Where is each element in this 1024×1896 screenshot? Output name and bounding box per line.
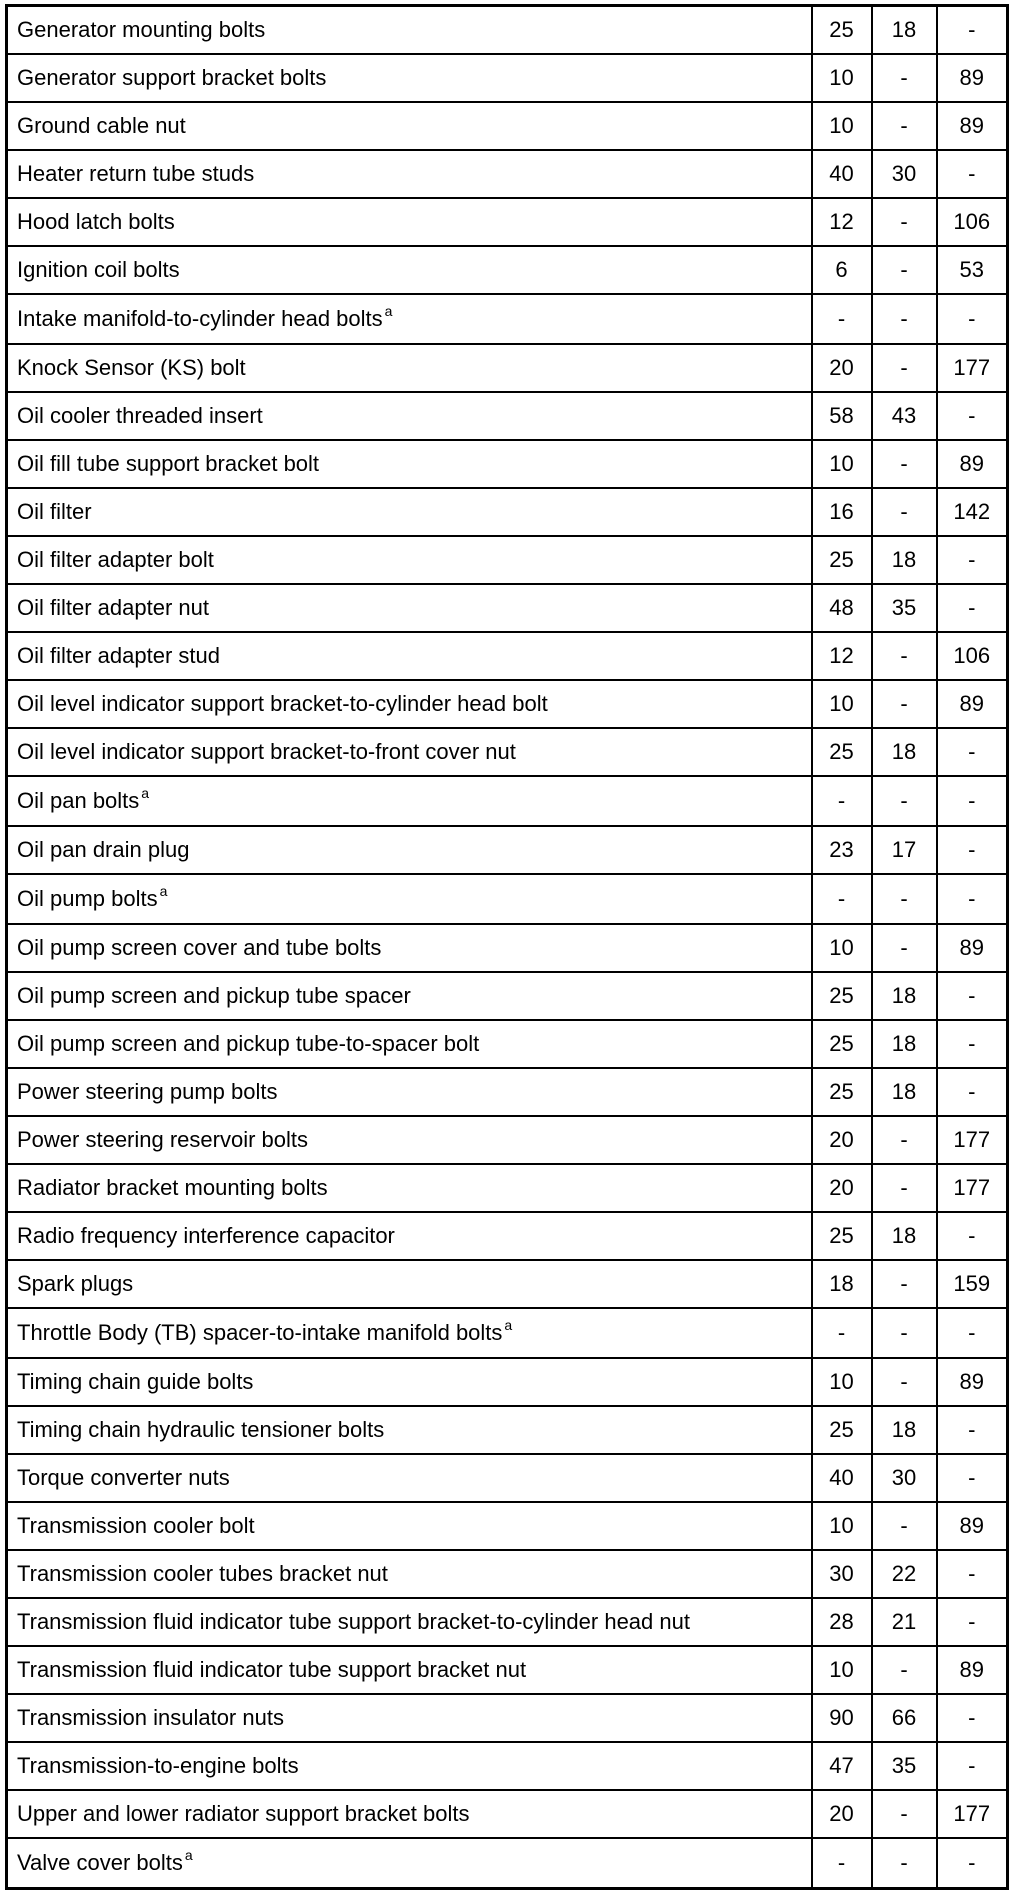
fastener-description-cell — [7, 1260, 812, 1308]
torque-lb-ft-cell: - — [872, 1116, 937, 1164]
table-row — [7, 680, 1008, 728]
fastener-description-cell — [7, 1598, 812, 1646]
fastener-description-cell — [7, 1406, 812, 1454]
fastener-description-cell — [7, 1646, 812, 1694]
torque-nm-cell: 10 — [812, 1358, 872, 1406]
fastener-description: Oil pump bolts — [17, 885, 158, 911]
fastener-description: Generator mounting bolts — [17, 16, 266, 42]
fastener-description: Upper and lower radiator support bracket bolts — [17, 1801, 470, 1827]
table-row — [7, 246, 1008, 294]
table-row — [7, 1358, 1008, 1406]
fastener-description: Generator support bracket bolts — [17, 64, 327, 90]
torque-lb-ft-cell: - — [872, 776, 937, 826]
table-row — [7, 1116, 1008, 1164]
torque-nm-cell: 6 — [812, 246, 872, 294]
fastener-description-cell — [7, 874, 812, 924]
table-row — [7, 728, 1008, 776]
torque-nm-cell: 16 — [812, 488, 872, 536]
fastener-description-cell — [7, 1502, 812, 1550]
torque-lb-in-cell: 89 — [937, 680, 1008, 728]
table-row — [7, 1164, 1008, 1212]
torque-lb-in-cell: 142 — [937, 488, 1008, 536]
fastener-description-cell — [7, 1790, 812, 1838]
fastener-description-cell — [7, 632, 812, 680]
table-row — [7, 1308, 1008, 1358]
fastener-description-cell — [7, 102, 812, 150]
torque-lb-ft-cell: - — [872, 1646, 937, 1694]
fastener-description-cell — [7, 294, 812, 344]
table-row — [7, 1694, 1008, 1742]
torque-nm-cell: 58 — [812, 392, 872, 440]
torque-lb-in-cell: - — [937, 1694, 1008, 1742]
fastener-description: Radio frequency interference capacitor — [17, 1222, 395, 1248]
fastener-description: Transmission fluid indicator tube support bracket nut — [17, 1657, 527, 1683]
torque-nm-cell: 25 — [812, 6, 872, 54]
torque-lb-in-cell: 106 — [937, 198, 1008, 246]
torque-nm-cell: 25 — [812, 1020, 872, 1068]
torque-lb-ft-cell: 18 — [872, 1020, 937, 1068]
fastener-description: Transmission cooler bolt — [17, 1512, 255, 1538]
fastener-description-cell — [7, 1454, 812, 1502]
torque-lb-ft-cell: 30 — [872, 150, 937, 198]
fastener-description: Transmission insulator nuts — [17, 1705, 284, 1731]
torque-nm-cell: 48 — [812, 584, 872, 632]
torque-lb-in-cell: 89 — [937, 924, 1008, 972]
torque-nm-cell: 90 — [812, 1694, 872, 1742]
torque-lb-ft-cell: 18 — [872, 728, 937, 776]
torque-lb-in-cell: - — [937, 972, 1008, 1020]
torque-lb-ft-cell: - — [872, 1164, 937, 1212]
fastener-description-cell — [7, 924, 812, 972]
torque-nm-cell: 23 — [812, 826, 872, 874]
torque-lb-ft-cell: - — [872, 294, 937, 344]
torque-lb-in-cell: 177 — [937, 1116, 1008, 1164]
torque-lb-ft-cell: - — [872, 1358, 937, 1406]
torque-nm-cell: 40 — [812, 1454, 872, 1502]
torque-lb-ft-cell: 18 — [872, 1212, 937, 1260]
torque-nm-cell: 10 — [812, 924, 872, 972]
fastener-description-cell — [7, 488, 812, 536]
torque-specifications-table — [5, 4, 1009, 1890]
torque-lb-in-cell: - — [937, 1068, 1008, 1116]
fastener-description-cell — [7, 680, 812, 728]
fastener-description: Ignition coil bolts — [17, 256, 180, 282]
torque-lb-in-cell: - — [937, 1308, 1008, 1358]
torque-lb-ft-cell: 18 — [872, 972, 937, 1020]
torque-lb-ft-cell: - — [872, 488, 937, 536]
torque-nm-cell: 10 — [812, 440, 872, 488]
table-row — [7, 1260, 1008, 1308]
torque-nm-cell: 25 — [812, 1068, 872, 1116]
torque-lb-in-cell: - — [937, 1742, 1008, 1790]
table-row — [7, 1646, 1008, 1694]
footnote-marker: a — [504, 1316, 513, 1333]
torque-nm-cell: 30 — [812, 1550, 872, 1598]
torque-lb-in-cell: - — [937, 294, 1008, 344]
table-row — [7, 150, 1008, 198]
torque-nm-cell: - — [812, 874, 872, 924]
table-row — [7, 924, 1008, 972]
table-row — [7, 826, 1008, 874]
torque-nm-cell: 20 — [812, 1116, 872, 1164]
torque-nm-cell: 25 — [812, 728, 872, 776]
fastener-description: Hood latch bolts — [17, 208, 175, 234]
fastener-description: Torque converter nuts — [17, 1464, 230, 1490]
torque-lb-ft-cell: - — [872, 1308, 937, 1358]
torque-lb-in-cell: - — [937, 392, 1008, 440]
torque-lb-in-cell: 89 — [937, 1502, 1008, 1550]
fastener-description: Oil filter adapter stud — [17, 642, 220, 668]
torque-nm-cell: 47 — [812, 1742, 872, 1790]
fastener-description: Oil pump screen and pickup tube spacer — [17, 982, 411, 1008]
torque-lb-in-cell: - — [937, 1020, 1008, 1068]
fastener-description: Transmission-to-engine bolts — [17, 1753, 299, 1779]
fastener-description: Oil filter — [17, 498, 92, 524]
table-row — [7, 392, 1008, 440]
torque-lb-ft-cell: - — [872, 1502, 937, 1550]
fastener-description: Oil pan drain plug — [17, 836, 190, 862]
torque-lb-in-cell: - — [937, 150, 1008, 198]
torque-lb-in-cell: 159 — [937, 1260, 1008, 1308]
table-row — [7, 54, 1008, 102]
table-row — [7, 198, 1008, 246]
table-row — [7, 536, 1008, 584]
fastener-description-cell — [7, 826, 812, 874]
torque-lb-in-cell: 89 — [937, 1646, 1008, 1694]
fastener-description: Transmission cooler tubes bracket nut — [17, 1561, 388, 1586]
torque-lb-ft-cell: 66 — [872, 1694, 937, 1742]
torque-lb-ft-cell: - — [872, 198, 937, 246]
fastener-description-cell — [7, 150, 812, 198]
torque-lb-ft-cell: - — [872, 102, 937, 150]
torque-lb-in-cell: - — [937, 1550, 1008, 1598]
torque-lb-ft-cell: 17 — [872, 826, 937, 874]
fastener-description-cell — [7, 536, 812, 584]
fastener-description-cell — [7, 728, 812, 776]
fastener-description: Timing chain guide bolts — [17, 1368, 254, 1394]
fastener-description: Oil cooler threaded insert — [17, 402, 263, 428]
fastener-description-cell — [7, 392, 812, 440]
table-row — [7, 1790, 1008, 1838]
torque-nm-cell: - — [812, 294, 872, 344]
torque-lb-in-cell: 177 — [937, 344, 1008, 392]
footnote-marker: a — [141, 784, 150, 801]
fastener-description-cell — [7, 1358, 812, 1406]
torque-lb-ft-cell: - — [872, 1838, 937, 1888]
footnote-marker: a — [184, 1847, 193, 1864]
torque-lb-in-cell: - — [937, 1454, 1008, 1502]
fastener-description: Power steering reservoir bolts — [17, 1126, 309, 1152]
fastener-description: Oil pump screen cover and tube bolts — [17, 934, 382, 960]
fastener-description: Oil pump screen and pickup tube-to-spacer bolt — [17, 1030, 480, 1056]
fastener-description: Valve cover bolts — [17, 1850, 183, 1876]
torque-nm-cell: 20 — [812, 1790, 872, 1838]
fastener-description-cell — [7, 1212, 812, 1260]
torque-nm-cell: 25 — [812, 1406, 872, 1454]
fastener-description-cell — [7, 1116, 812, 1164]
fastener-description-cell — [7, 1164, 812, 1212]
fastener-description-cell — [7, 584, 812, 632]
torque-lb-in-cell: - — [937, 584, 1008, 632]
torque-lb-ft-cell: - — [872, 1790, 937, 1838]
fastener-description: Power steering pump bolts — [17, 1078, 278, 1104]
torque-lb-ft-cell: 35 — [872, 584, 937, 632]
torque-nm-cell: 25 — [812, 1212, 872, 1260]
table-row — [7, 294, 1008, 344]
fastener-description: Knock Sensor (KS) bolt — [17, 354, 246, 380]
table-row — [7, 972, 1008, 1020]
footnote-marker: a — [159, 882, 168, 899]
fastener-description: Intake manifold-to-cylinder head bolts — [17, 305, 383, 331]
fastener-description: Oil filter adapter nut — [17, 594, 209, 620]
torque-nm-cell: 25 — [812, 536, 872, 584]
table-row — [7, 1502, 1008, 1550]
torque-lb-in-cell: 89 — [937, 102, 1008, 150]
torque-lb-in-cell: - — [937, 826, 1008, 874]
torque-nm-cell: - — [812, 1308, 872, 1358]
torque-lb-in-cell: - — [937, 6, 1008, 54]
table-row — [7, 1598, 1008, 1646]
footnote-marker: a — [384, 302, 393, 319]
fastener-description: Spark plugs — [17, 1270, 134, 1296]
table-row — [7, 632, 1008, 680]
torque-lb-in-cell: 53 — [937, 246, 1008, 294]
torque-lb-in-cell: - — [937, 536, 1008, 584]
fastener-description: Timing chain hydraulic tensioner bolts — [17, 1416, 385, 1442]
fastener-description: Radiator bracket mounting bolts — [17, 1174, 328, 1200]
torque-lb-ft-cell: - — [872, 632, 937, 680]
torque-lb-in-cell: 177 — [937, 1164, 1008, 1212]
torque-nm-cell: 25 — [812, 972, 872, 1020]
torque-lb-ft-cell: - — [872, 246, 937, 294]
torque-lb-in-cell: - — [937, 728, 1008, 776]
table-row — [7, 1742, 1008, 1790]
torque-nm-cell: 10 — [812, 680, 872, 728]
torque-lb-ft-cell: 21 — [872, 1598, 937, 1646]
torque-nm-cell: 10 — [812, 1502, 872, 1550]
fastener-description: Ground cable nut — [17, 112, 186, 138]
fastener-description-cell — [7, 6, 812, 54]
fastener-description-cell — [7, 1838, 812, 1888]
table-row — [7, 440, 1008, 488]
torque-lb-ft-cell: - — [872, 924, 937, 972]
torque-lb-ft-cell: - — [872, 54, 937, 102]
fastener-description: Oil pan bolts — [17, 787, 140, 813]
torque-lb-ft-cell: - — [872, 344, 937, 392]
torque-lb-in-cell: - — [937, 1212, 1008, 1260]
table-row — [7, 776, 1008, 826]
torque-nm-cell: 10 — [812, 54, 872, 102]
table-row — [7, 488, 1008, 536]
fastener-description-cell — [7, 1020, 812, 1068]
torque-nm-cell: 10 — [812, 1646, 872, 1694]
torque-lb-in-cell: - — [937, 1406, 1008, 1454]
fastener-description: Oil filter adapter bolt — [17, 546, 214, 572]
fastener-description-cell — [7, 246, 812, 294]
fastener-description-cell — [7, 972, 812, 1020]
torque-nm-cell: 20 — [812, 344, 872, 392]
torque-lb-ft-cell: 43 — [872, 392, 937, 440]
fastener-description-cell — [7, 1742, 812, 1790]
table-row — [7, 102, 1008, 150]
torque-nm-cell: 40 — [812, 150, 872, 198]
fastener-description: Oil fill tube support bracket bolt — [17, 450, 320, 476]
torque-lb-in-cell: - — [937, 776, 1008, 826]
torque-lb-ft-cell: - — [872, 874, 937, 924]
torque-nm-cell: 10 — [812, 102, 872, 150]
fastener-description-cell — [7, 1308, 812, 1358]
table-row — [7, 1212, 1008, 1260]
fastener-description-cell — [7, 1694, 812, 1742]
fastener-description: Heater return tube studs — [17, 160, 255, 186]
torque-nm-cell: 12 — [812, 198, 872, 246]
fastener-description: Throttle Body (TB) spacer-to-intake manifold bolts — [17, 1319, 503, 1345]
table-row — [7, 6, 1008, 54]
torque-nm-cell: 12 — [812, 632, 872, 680]
fastener-description-cell — [7, 344, 812, 392]
torque-lb-ft-cell: 35 — [872, 1742, 937, 1790]
torque-lb-in-cell: 89 — [937, 1358, 1008, 1406]
table-row — [7, 1454, 1008, 1502]
table-body — [7, 6, 1008, 1889]
table-row — [7, 874, 1008, 924]
torque-lb-ft-cell: - — [872, 680, 937, 728]
torque-lb-in-cell: 106 — [937, 632, 1008, 680]
table-row — [7, 584, 1008, 632]
torque-lb-in-cell: 89 — [937, 54, 1008, 102]
table-row — [7, 1406, 1008, 1454]
torque-lb-ft-cell: 18 — [872, 6, 937, 54]
table-row — [7, 1020, 1008, 1068]
torque-nm-cell: 28 — [812, 1598, 872, 1646]
table-row — [7, 1068, 1008, 1116]
torque-lb-in-cell: - — [937, 1838, 1008, 1888]
torque-nm-cell: - — [812, 776, 872, 826]
torque-lb-in-cell: 177 — [937, 1790, 1008, 1838]
fastener-description: Oil level indicator support bracket-to-cylinder head bolt — [17, 690, 548, 716]
torque-nm-cell: - — [812, 1838, 872, 1888]
torque-lb-ft-cell: - — [872, 1260, 937, 1308]
torque-lb-ft-cell: 18 — [872, 1068, 937, 1116]
torque-lb-in-cell: 89 — [937, 440, 1008, 488]
fastener-description-cell — [7, 440, 812, 488]
torque-nm-cell: 18 — [812, 1260, 872, 1308]
torque-lb-ft-cell: 18 — [872, 536, 937, 584]
fastener-description-cell — [7, 1068, 812, 1116]
torque-nm-cell: 20 — [812, 1164, 872, 1212]
torque-lb-in-cell: - — [937, 874, 1008, 924]
fastener-description-cell — [7, 198, 812, 246]
fastener-description-cell — [7, 54, 812, 102]
torque-lb-ft-cell: 22 — [872, 1550, 937, 1598]
torque-lb-ft-cell: 18 — [872, 1406, 937, 1454]
table-row — [7, 1838, 1008, 1888]
table-row — [7, 1550, 1008, 1598]
torque-lb-ft-cell: - — [872, 440, 937, 488]
fastener-description: Transmission fluid indicator tube support bracket-to-cylinder head nut — [17, 1609, 690, 1635]
torque-lb-in-cell: - — [937, 1598, 1008, 1646]
fastener-description: Oil level indicator support bracket-to-front cover nut — [17, 738, 516, 764]
fastener-description-cell — [7, 1550, 812, 1598]
fastener-description-cell — [7, 776, 812, 826]
table-row — [7, 344, 1008, 392]
torque-lb-ft-cell: 30 — [872, 1454, 937, 1502]
